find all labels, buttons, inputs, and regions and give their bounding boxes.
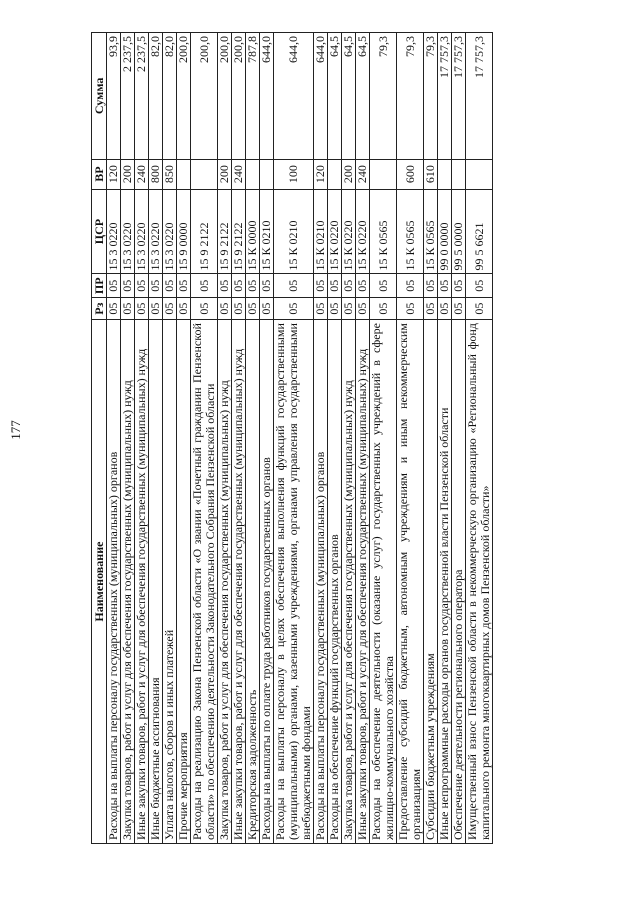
cell-sum: 644,0 (260, 33, 274, 160)
table-row (218, 33, 232, 844)
cell-vr (328, 159, 342, 189)
cell-vr (466, 159, 493, 189)
header-name: Наименование (92, 320, 107, 844)
cell-pr: 05 (424, 274, 438, 298)
cell-csr: 99 0 0000 (438, 189, 452, 274)
cell-csr: 15 К 0220 (328, 189, 342, 274)
header-rz: Рз (92, 298, 107, 320)
cell-pr: 05 (274, 274, 314, 298)
cell-sum: 64,5 (356, 33, 370, 160)
cell-csr: 15 3 0220 (163, 189, 177, 274)
table-row (121, 33, 135, 844)
table-row (246, 33, 260, 844)
cell-sum: 79,3 (397, 33, 424, 160)
cell-pr: 05 (342, 274, 356, 298)
cell-pr: 05 (163, 274, 177, 298)
cell-name: Имущественный взнос Пензенской области в некоммерческую организацию «Региональный фонд капитального ремонта многоквартирных домов Пензенской области» (466, 320, 493, 844)
cell-sum: 79,3 (370, 33, 397, 160)
cell-pr: 05 (356, 274, 370, 298)
cell-csr: 15 3 0220 (149, 189, 163, 274)
cell-name: Иные непрограммные расходы органов государственной власти Пензенской области (438, 320, 452, 844)
cell-csr: 15 К 0210 (314, 189, 328, 274)
cell-pr: 05 (466, 274, 493, 298)
cell-pr: 05 (314, 274, 328, 298)
cell-vr: 120 (314, 159, 328, 189)
cell-sum: 200,0 (191, 33, 218, 160)
table-row (356, 33, 370, 844)
header-csr: ЦСР (92, 189, 107, 274)
cell-vr (452, 159, 466, 189)
cell-rz: 05 (246, 298, 260, 320)
cell-pr: 05 (328, 274, 342, 298)
cell-rz: 05 (149, 298, 163, 320)
cell-csr: 15 9 2122 (218, 189, 232, 274)
cell-vr: 200 (342, 159, 356, 189)
cell-sum: 64,5 (342, 33, 356, 160)
cell-csr: 99 5 6621 (466, 189, 493, 274)
table-row (342, 33, 356, 844)
cell-name: Иные закупки товаров, работ и услуг для обеспечения государственных (муниципальных) нужд (356, 320, 370, 844)
cell-name: Уплата налогов, сборов и иных платежей (163, 320, 177, 844)
header-sum: Сумма (92, 33, 107, 160)
cell-rz: 05 (163, 298, 177, 320)
cell-name: Расходы на выплаты персоналу государственных (муниципальных) органов (107, 320, 121, 844)
cell-rz: 05 (121, 298, 135, 320)
cell-rz: 05 (356, 298, 370, 320)
cell-rz: 05 (135, 298, 149, 320)
cell-rz: 05 (424, 298, 438, 320)
cell-vr (191, 159, 218, 189)
cell-name: Кредиторская задолженность (246, 320, 260, 844)
header-vr: ВР (92, 159, 107, 189)
cell-vr: 600 (397, 159, 424, 189)
cell-rz: 05 (370, 298, 397, 320)
cell-pr: 05 (260, 274, 274, 298)
cell-pr: 05 (370, 274, 397, 298)
table-row (274, 33, 314, 844)
cell-sum: 644,0 (314, 33, 328, 160)
cell-rz: 05 (191, 298, 218, 320)
cell-csr: 15 К 0565 (370, 189, 397, 274)
cell-name: Закупка товаров, работ и услуг для обеспечения государственных (муниципальных) нужд (218, 320, 232, 844)
cell-name: Иные закупки товаров, работ и услуг для обеспечения государственных (муниципальных) нужд (135, 320, 149, 844)
cell-sum: 17 757,3 (438, 33, 452, 160)
cell-rz: 05 (274, 298, 314, 320)
cell-vr: 200 (121, 159, 135, 189)
cell-csr: 15 К 0210 (260, 189, 274, 274)
cell-vr: 800 (149, 159, 163, 189)
cell-name: Расходы на выплаты по оплате труда работников государственных органов (260, 320, 274, 844)
cell-sum: 79,3 (424, 33, 438, 160)
table-row (191, 33, 218, 844)
cell-pr: 05 (452, 274, 466, 298)
cell-vr: 200 (218, 159, 232, 189)
cell-name: Расходы на реализацию Закона Пензенской области «О звании «Почетный гражданин Пензенской области» по обеспечению деятельности Законодательного Собрания Пензенской области (191, 320, 218, 844)
cell-rz: 05 (107, 298, 121, 320)
table-row (314, 33, 328, 844)
cell-name: Предоставление субсидий бюджетным, автономным учреждениям и иным некоммерческим организациям (397, 320, 424, 844)
cell-name: Обеспечение деятельности регионального оператора (452, 320, 466, 844)
table-row (328, 33, 342, 844)
cell-name: Расходы на выплаты персоналу государственных (муниципальных) органов (314, 320, 328, 844)
cell-rz: 05 (218, 298, 232, 320)
cell-vr: 240 (232, 159, 246, 189)
cell-csr: 15 9 0000 (177, 189, 191, 274)
cell-csr: 15 3 0220 (107, 189, 121, 274)
cell-rz: 05 (342, 298, 356, 320)
cell-sum: 64,5 (328, 33, 342, 160)
cell-rz: 05 (452, 298, 466, 320)
table-row (149, 33, 163, 844)
cell-csr: 15 К 0565 (424, 189, 438, 274)
cell-sum: 200,0 (232, 33, 246, 160)
cell-name: Расходы на обеспечение деятельности (оказание услуг) государственных учреждений в сфере жилищно-коммунального хозяйства (370, 320, 397, 844)
cell-sum: 787,8 (246, 33, 260, 160)
cell-pr: 05 (149, 274, 163, 298)
cell-sum: 82,0 (163, 33, 177, 160)
cell-csr: 15 К 0000 (246, 189, 260, 274)
cell-csr: 15 К 0220 (342, 189, 356, 274)
cell-pr: 05 (121, 274, 135, 298)
cell-vr (260, 159, 274, 189)
cell-csr: 15 3 0220 (121, 189, 135, 274)
cell-rz: 05 (232, 298, 246, 320)
cell-sum: 93,9 (107, 33, 121, 160)
cell-sum: 644,0 (274, 33, 314, 160)
cell-pr: 05 (232, 274, 246, 298)
cell-vr (370, 159, 397, 189)
header-pr: ПР (92, 274, 107, 298)
table-row (397, 33, 424, 844)
cell-rz: 05 (328, 298, 342, 320)
table-row (177, 33, 191, 844)
cell-pr: 05 (438, 274, 452, 298)
cell-sum: 17 757,3 (452, 33, 466, 160)
cell-sum: 17 757,3 (466, 33, 493, 160)
cell-vr (438, 159, 452, 189)
cell-pr: 05 (191, 274, 218, 298)
table-row (163, 33, 177, 844)
table-row (107, 33, 121, 844)
cell-name: Прочие мероприятия (177, 320, 191, 844)
table-body (107, 33, 493, 844)
cell-name: Закупка товаров, работ и услуг для обеспечения государственных (муниципальных) нужд (121, 320, 135, 844)
page-number: 177 (8, 420, 23, 440)
cell-sum: 200,0 (177, 33, 191, 160)
cell-pr: 05 (107, 274, 121, 298)
cell-csr: 15 9 2122 (232, 189, 246, 274)
cell-pr: 05 (218, 274, 232, 298)
cell-rz: 05 (177, 298, 191, 320)
table-row (260, 33, 274, 844)
rotated-page-content (91, 32, 535, 844)
cell-name: Расходы на выплаты персоналу в целях обеспечения выполнения функций государственными (муниципальными) органами, казенными учреждениями, органами управления государственными внебюджетными фондами (274, 320, 314, 844)
table-row (438, 33, 452, 844)
cell-pr: 05 (397, 274, 424, 298)
table-header-row (92, 33, 107, 844)
cell-vr (177, 159, 191, 189)
cell-vr (246, 159, 260, 189)
cell-rz: 05 (260, 298, 274, 320)
cell-csr: 15 9 2122 (191, 189, 218, 274)
cell-rz: 05 (438, 298, 452, 320)
cell-vr: 240 (356, 159, 370, 189)
cell-name: Закупка товаров, работ и услуг для обеспечения государственных (муниципальных) нужд (342, 320, 356, 844)
cell-rz: 05 (397, 298, 424, 320)
table-row (424, 33, 438, 844)
cell-rz: 05 (466, 298, 493, 320)
table-row (135, 33, 149, 844)
cell-vr: 610 (424, 159, 438, 189)
cell-vr: 120 (107, 159, 121, 189)
cell-rz: 05 (314, 298, 328, 320)
cell-vr: 240 (135, 159, 149, 189)
cell-csr: 15 3 0220 (135, 189, 149, 274)
cell-pr: 05 (135, 274, 149, 298)
cell-sum: 2 237,5 (121, 33, 135, 160)
cell-name: Субсидии бюджетным учреждениям (424, 320, 438, 844)
table-row (370, 33, 397, 844)
cell-sum: 82,0 (149, 33, 163, 160)
cell-name: Иные бюджетные ассигнования (149, 320, 163, 844)
cell-vr: 850 (163, 159, 177, 189)
table-row (466, 33, 493, 844)
cell-sum: 2 237,5 (135, 33, 149, 160)
cell-name: Расходы на обеспечение функций государственных органов (328, 320, 342, 844)
cell-pr: 05 (177, 274, 191, 298)
cell-csr: 99 5 0000 (452, 189, 466, 274)
cell-csr: 15 К 0220 (356, 189, 370, 274)
budget-table (91, 32, 493, 844)
cell-vr: 100 (274, 159, 314, 189)
cell-csr: 15 К 0210 (274, 189, 314, 274)
table-row (452, 33, 466, 844)
cell-pr: 05 (246, 274, 260, 298)
cell-name: Иные закупки товаров, работ и услуг для обеспечения государственных (муниципальных) нужд (232, 320, 246, 844)
cell-csr: 15 К 0565 (397, 189, 424, 274)
table-row (232, 33, 246, 844)
cell-sum: 200,0 (218, 33, 232, 160)
